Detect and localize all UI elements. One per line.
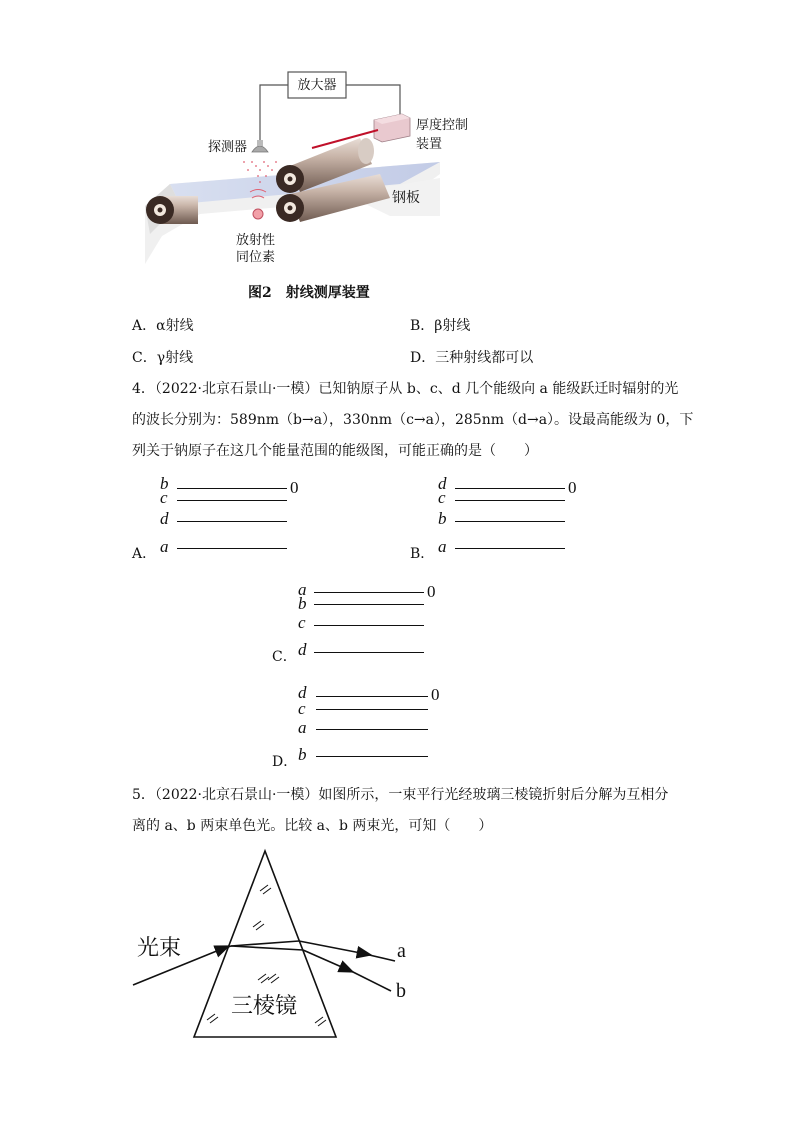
energy-level-line bbox=[314, 604, 424, 605]
level-label: a bbox=[298, 718, 307, 737]
level-label: b bbox=[160, 474, 169, 493]
ray-b-label: b bbox=[396, 980, 406, 1002]
beam-label: 光束 bbox=[137, 936, 182, 961]
prism-figure bbox=[125, 845, 425, 1045]
energy-level-line bbox=[177, 521, 287, 522]
energy-level-line bbox=[314, 625, 424, 626]
level-label: a bbox=[160, 537, 169, 556]
zero-level-label: 0 bbox=[427, 582, 436, 601]
q3-option-c: C．γ射线 bbox=[132, 350, 194, 366]
energy-level-line bbox=[316, 709, 428, 710]
level-label: b bbox=[298, 745, 307, 764]
source-label-line1: 放射性 bbox=[236, 233, 276, 248]
energy-level-line bbox=[455, 521, 565, 522]
zero-level-label: 0 bbox=[431, 685, 440, 704]
thickness-gauge-figure bbox=[140, 66, 480, 266]
level-label: a bbox=[298, 580, 307, 599]
level-label: d bbox=[160, 509, 169, 528]
source-label-line2: 同位素 bbox=[236, 250, 276, 265]
detector-label: 探测器 bbox=[208, 140, 248, 155]
level-label: d bbox=[298, 640, 307, 659]
q3-option-d: D．三种射线都可以 bbox=[410, 350, 534, 366]
q4-stem-line1: 4．（2022·北京石景山·一模）已知钠原子从 b、c、d 几个能级向 a 能级跃迁时辐射的光 bbox=[132, 381, 679, 397]
level-label: c bbox=[438, 488, 446, 507]
q3-option-b: B．β射线 bbox=[410, 318, 471, 334]
thickness-gauge-illustration bbox=[140, 66, 480, 266]
q4-option-b-label: B． bbox=[410, 546, 435, 562]
level-label: a bbox=[438, 537, 447, 556]
q3-option-a: A．α射线 bbox=[132, 318, 194, 334]
energy-level-line bbox=[314, 652, 424, 653]
ray-a-label: a bbox=[397, 940, 406, 962]
zero-level-label: 0 bbox=[290, 478, 299, 497]
level-label: c bbox=[298, 699, 306, 718]
figure2-caption: 图2 射线测厚装置 bbox=[248, 285, 370, 301]
q4-stem-line3: 列关于钠原子在这几个能量范围的能级图，可能正确的是（ ） bbox=[132, 443, 538, 459]
level-label: d bbox=[298, 683, 307, 702]
level-label: c bbox=[160, 488, 168, 507]
level-label: c bbox=[298, 613, 306, 632]
energy-level-line bbox=[177, 500, 287, 501]
energy-level-line bbox=[177, 548, 287, 549]
zero-level-label: 0 bbox=[568, 478, 577, 497]
energy-level-line bbox=[455, 500, 565, 501]
steel-plate-label: 钢板 bbox=[392, 190, 420, 206]
q4-option-a-label: A． bbox=[132, 546, 157, 562]
amplifier-label: 放大器 bbox=[297, 78, 337, 93]
q4-option-d-label: D． bbox=[272, 754, 298, 770]
energy-level-line bbox=[316, 729, 428, 730]
q4-stem-line2: 的波长分别为：589nm（b→a），330nm（c→a），285nm（d→a）。设最高能级为 0，下 bbox=[132, 412, 694, 428]
level-label: b bbox=[298, 594, 307, 613]
energy-level-line bbox=[316, 756, 428, 757]
prism-label: 三棱镜 bbox=[231, 994, 298, 1019]
q5-stem-line2: 离的 a、b 两束单色光。比较 a、b 两束光，可知（ ） bbox=[132, 818, 493, 834]
level-label: b bbox=[438, 509, 447, 528]
energy-level-line bbox=[455, 548, 565, 549]
energy-level-line bbox=[177, 488, 287, 489]
thickness-control-label: 厚度控制装置 bbox=[416, 118, 469, 152]
energy-level-line bbox=[316, 696, 428, 697]
q4-option-c-label: C． bbox=[272, 649, 297, 665]
energy-level-line bbox=[455, 488, 565, 489]
q5-stem-line1: 5．（2022·北京石景山·一模）如图所示，一束平行光经玻璃三棱镜折射后分解为互相分 bbox=[132, 787, 669, 803]
energy-level-line bbox=[314, 592, 424, 593]
level-label: d bbox=[438, 474, 447, 493]
